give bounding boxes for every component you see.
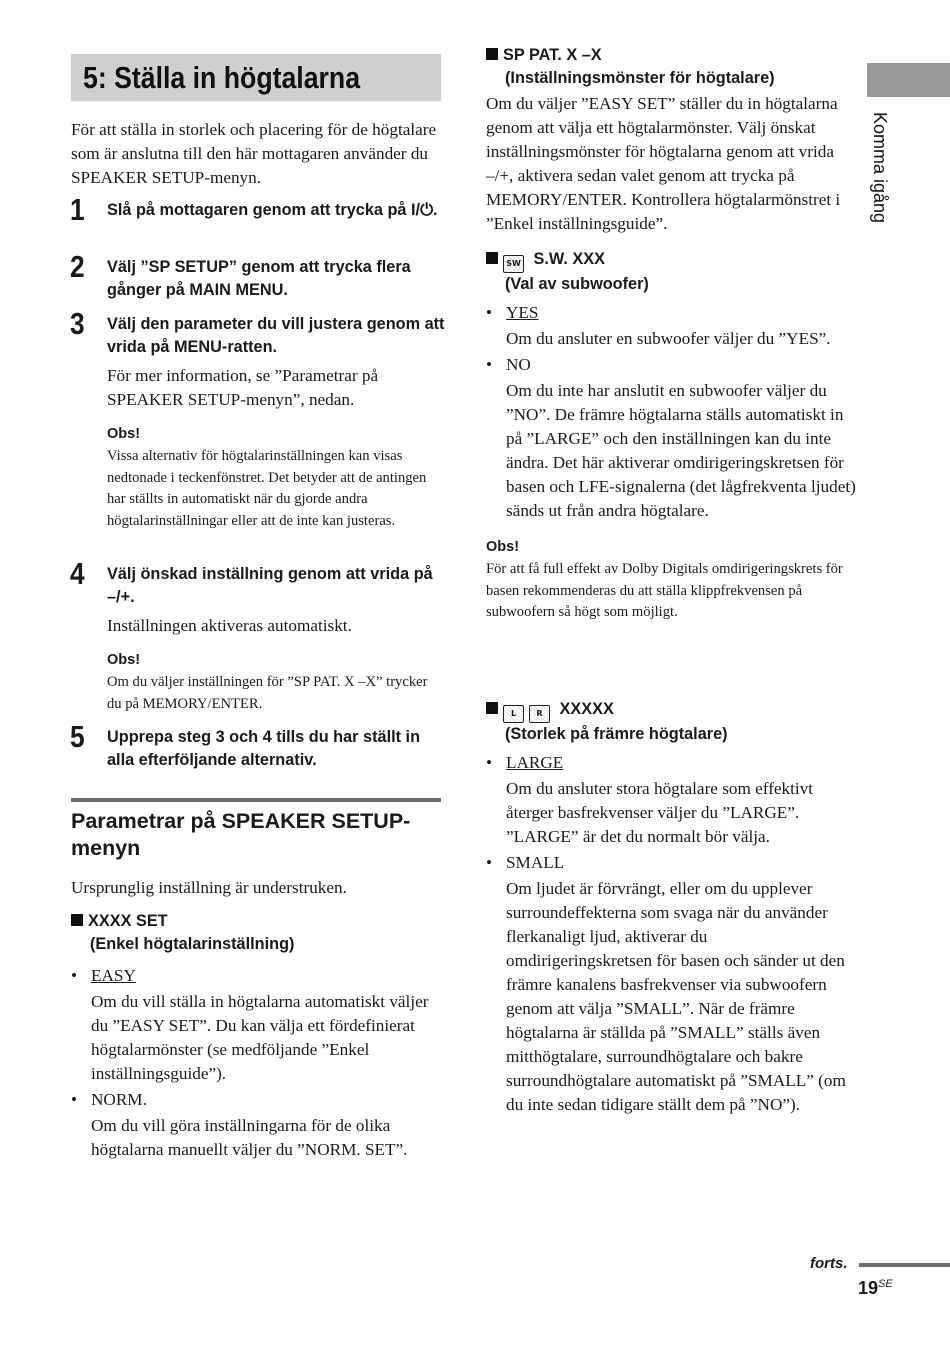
section-heading: Parametrar på SPEAKER SETUP-menyn	[71, 809, 411, 860]
step-1	[70, 192, 445, 227]
section-intro: Ursprunglig inställning är understruken.	[71, 878, 347, 897]
option-text: Om du inte har anslutit en subwoofer väljer du ”NO”. De främre högtalarna ställs automatiskt in på ”LARGE” och den inställningen kan du inte ändra. Det här aktiverar omdirigeringskretsen för basen och LFE-signalerna (det lågfrekventa ljudet) sänds ut från andra högtalare.	[506, 381, 856, 520]
param-subheading: (Val av subwoofer)	[505, 275, 649, 293]
option-text: Om ljudet är förvrängt, eller om du upplever surroundeffekterna som svaga när du använder flerkanaligt ljud, aktiverar du omdirigeringskretsen för basen och sänder ut den främre kanalens basfrekvenser via subwoofern genom att välja ”SMALL”. När de främre högtalarna är ställda på ”SMALL” ställs även mitthögtalare, surroundhögtalare och bakre surroundhögtalare automatiskt på ”SMALL” (om du inte sedan tidigare ställt dem på ”NO”).	[506, 879, 846, 1114]
note-text: För att få full effekt av Dolby Digitals omdirigeringskrets för basen rekommenderas du att ställa klippfrekvensen på subwoofern så högt som möjligt.	[486, 561, 843, 620]
param-sp-pat	[486, 44, 856, 236]
step-number: 5	[70, 719, 85, 754]
param-heading: SW S.W. XXX	[486, 248, 856, 273]
step-number: 3	[70, 306, 85, 341]
option-label: NORM.	[91, 1090, 147, 1109]
option-item: • NO Om du inte har anslutit en subwoofer väljer du ”NO”. De främre högtalarna ställs automatiskt in på ”LARGE” och den inställningen kan du inte ändra. Det här aktiverar omdirigeringskretsen för basen och LFE-signalerna (det lågfrekventa ljudet) sänds ut från andra högtalare.	[486, 353, 856, 523]
option-item: • LARGE Om du ansluter stora högtalare som effektivt återger basfrekvenser väljer du ”LARGE”. ”LARGE” är det du normalt bör välja.	[486, 751, 856, 849]
param-front-speakers	[486, 698, 856, 1117]
step-heading: Välj ”SP SETUP” genom att trycka flera gånger på MAIN MENU.	[107, 258, 411, 299]
param-text: Om du väljer ”EASY SET” ställer du in högtalarna genom att välja ett högtalarmönster. Välj önskat inställningsmönster för högtalarna genom att vrida –/+, aktivera sedan valet genom att trycka på MEMORY/ENTER. Kontrollera högtalarmönstret i ”Enkel inställningsguide”.	[486, 94, 841, 233]
option-text: Om du vill göra inställningarna för de olika högtalarna manuellt väljer du ”NORM. SET”.	[91, 1116, 408, 1159]
step-3	[70, 306, 445, 532]
step-4	[70, 556, 445, 715]
step-body: Inställningen aktiveras automatiskt.	[107, 616, 352, 635]
param-subheading: (Storlek på främre högtalare)	[505, 725, 728, 743]
page-title-box	[71, 54, 441, 101]
param-heading: XXXX SET	[71, 910, 446, 933]
note-label: Obs!	[107, 426, 141, 442]
step-5	[70, 719, 445, 772]
option-label: YES	[506, 303, 539, 322]
section-divider	[71, 798, 441, 802]
chapter-tab	[867, 63, 950, 97]
square-bullet-icon	[71, 914, 83, 926]
note-text: Vissa alternativ för högtalarinställningen kan visas nedtonade i teckenfönstret. Det betyder att de antingen har ställts in automatiskt när du gjorde andra högtalarinställningar eller att de inte kan justeras.	[107, 448, 427, 529]
step-body: För mer information, se ”Parametrar på SPEAKER SETUP-menyn”, nedan.	[107, 366, 379, 409]
page-title: 5: Ställa in högtalarna	[83, 60, 361, 95]
intro-paragraph: För att ställa in storlek och placering för de högtalare som är anslutna till den här mottagaren använder du SPEAKER SETUP-menyn.	[71, 120, 437, 187]
square-bullet-icon	[486, 48, 498, 60]
continued-rule	[859, 1263, 950, 1267]
option-text: Om du ansluter en subwoofer väljer du ”YES”.	[506, 329, 831, 348]
option-label: SMALL	[506, 853, 565, 872]
option-text: Om du ansluter stora högtalare som effektivt återger basfrekvenser väljer du ”LARGE”. ”LARGE” är det du normalt bör välja.	[506, 779, 814, 846]
param-subheading: (Enkel högtalarinställning)	[90, 935, 295, 953]
step-number: 2	[70, 249, 85, 284]
option-item: • YES Om du ansluter en subwoofer väljer du ”YES”.	[486, 301, 856, 351]
param-heading: L R XXXXX	[486, 698, 856, 723]
step-number: 1	[70, 192, 85, 227]
step-heading: Slå på mottagaren genom att trycka på I/⏻.	[107, 201, 438, 219]
front-left-speaker-icon: L	[503, 705, 524, 723]
param-subwoofer	[486, 248, 856, 624]
option-text: Om du vill ställa in högtalarna automatiskt väljer du ”EASY SET”. Du kan välja ett fördefinierat högtalarmönster (se medföljande ”Enkel inställningsguide”).	[91, 992, 429, 1083]
option-label: EASY	[91, 966, 136, 985]
note-label: Obs!	[107, 652, 141, 668]
param-easy-set	[71, 910, 446, 1162]
param-heading: SP PAT. X –X	[486, 44, 856, 67]
chapter-label: Komma igång	[870, 112, 890, 224]
step-heading: Välj önskad inställning genom att vrida på –/+.	[107, 565, 433, 606]
option-item: • NORM. Om du vill göra inställningarna för de olika högtalarna manuellt väljer du ”NORM. SET”.	[71, 1088, 446, 1162]
option-label: NO	[506, 355, 531, 374]
option-label: LARGE	[506, 753, 564, 772]
step-heading: Upprepa steg 3 och 4 tills du har ställt in alla efterföljande alternativ.	[107, 728, 421, 769]
front-right-speaker-icon: R	[529, 705, 550, 723]
step-heading: Välj den parameter du vill justera genom att vrida på MENU-ratten.	[107, 315, 445, 356]
power-icon: ⏻	[420, 201, 433, 219]
subwoofer-icon: SW	[503, 255, 524, 273]
square-bullet-icon	[486, 702, 498, 714]
continued-label: forts.	[810, 1255, 848, 1272]
option-item: • SMALL Om ljudet är förvrängt, eller om du upplever surroundeffekterna som svaga när du använder flerkanaligt ljud, aktiverar du omdirigeringskretsen för basen och sänder ut den främre kanalens basfrekvenser via subwoofern genom att välja ”SMALL”. När de främre högtalarna är ställda på ”SMALL” ställs även mitthögtalare, surroundhögtalare och bakre surroundhögtalare automatiskt på ”SMALL” (om du inte sedan tidigare ställt dem på ”NO”).	[486, 851, 856, 1117]
step-2	[70, 249, 445, 302]
note-text: Om du väljer inställningen för ”SP PAT. X –X” trycker du på MEMORY/ENTER.	[107, 674, 428, 712]
option-item: • EASY Om du vill ställa in högtalarna automatiskt väljer du ”EASY SET”. Du kan välja ett fördefinierat högtalarmönster (se medföljande ”Enkel inställningsguide”).	[71, 964, 446, 1086]
step-number: 4	[70, 556, 85, 591]
note-label: Obs!	[486, 539, 520, 555]
param-subheading: (Inställningsmönster för högtalare)	[505, 69, 775, 87]
page-number: $19^{SE}$	[858, 1278, 893, 1298]
square-bullet-icon	[486, 252, 498, 264]
